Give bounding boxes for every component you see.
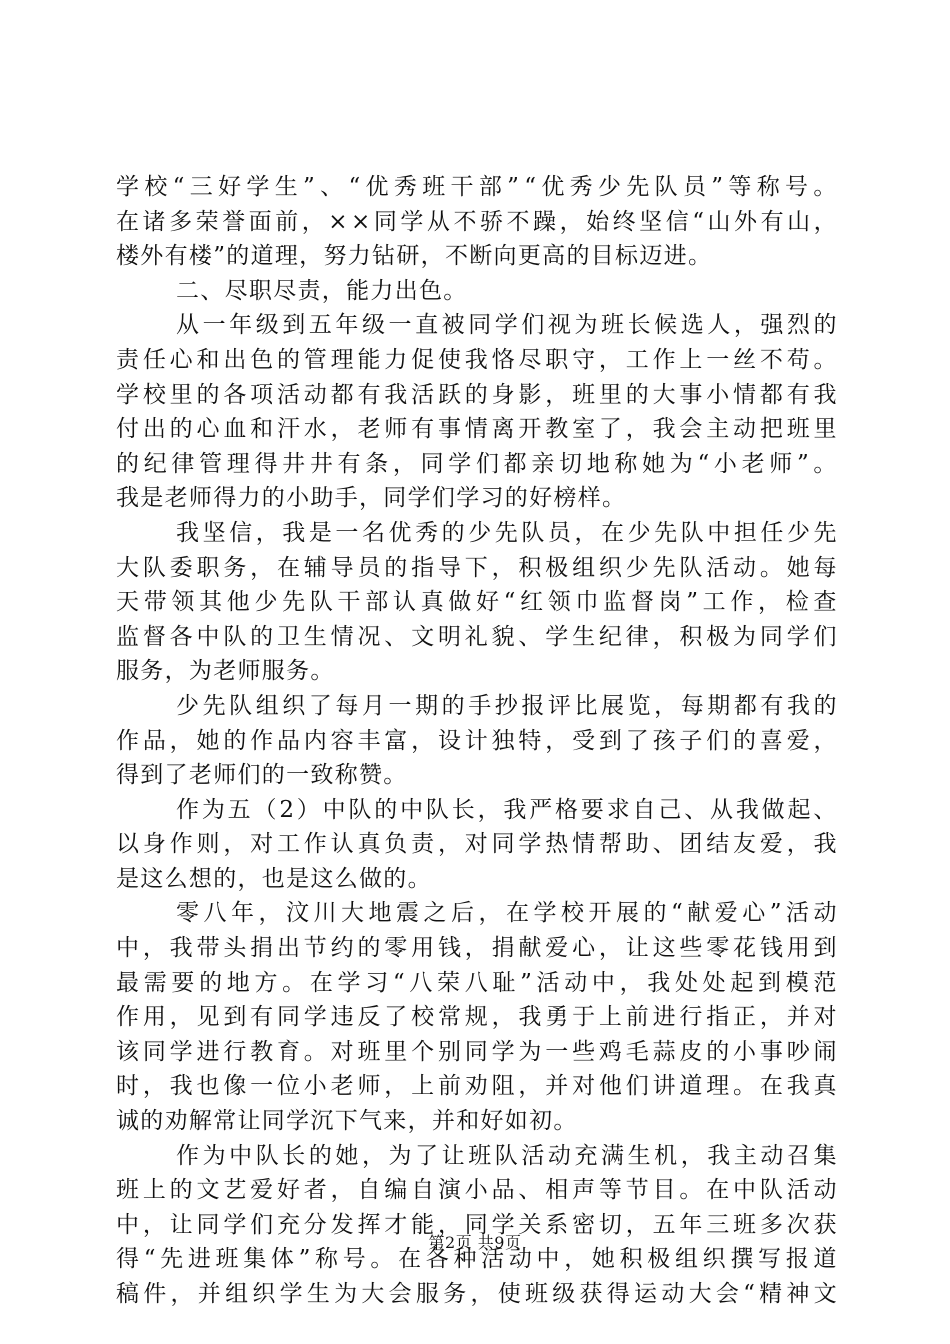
text-line: 少 先 队 组 织 了 每 月 一 期 的 手 抄 报 评 比 展 览 ， 每 期 都 有 我 的 (176, 692, 838, 719)
text-line: 天 带 领 其 他 少 先 队 干 部 认 真 做 好 “ 红 领 巾 监 督 岗 ” 工 作 ， 检 查 (116, 589, 838, 616)
text-line: 诚的劝解常让同学沉下气来，并和好如初。 (116, 1108, 578, 1135)
text-line: 学 校 里 的 各 项 活 动 都 有 我 活 跃 的 身 影 ， 班 里 的 大 事 小 情 都 有 我 (116, 381, 838, 408)
text-line: 得 “ 先 进 班 集 体 ” 称 号 。 在 各 种 活 动 中 ， 她 积 极 组 织 撰 写 报 道 (116, 1246, 838, 1273)
text-line: 我是老师得力的小助手，同学们学习的好榜样。 (116, 485, 627, 512)
text-line: 作 为 中 队 长 的 她 ， 为 了 让 班 队 活 动 充 满 生 机 ， 我 主 动 召 集 (176, 1142, 838, 1169)
text-line: 稿 件 ， 并 组 织 学 生 为 大 会 服 务 ， 使 班 级 获 得 运 动 大 会 “ 精 神 文 (116, 1281, 838, 1307)
text-line: 从 一 年 级 到 五 年 级 一 直 被 同 学 们 视 为 班 长 候 选 人 ， 强 烈 的 (176, 312, 838, 339)
text-line: 大 队 委 职 务 ， 在 辅 导 员 的 指 导 下 ， 积 极 组 织 少 先 队 活 动 。 她 每 (116, 554, 838, 581)
document-body (116, 170, 838, 1312)
text-line: 楼外有楼”的道理，努力钻研，不断向更高的目标迈进。 (116, 243, 713, 270)
text-line: 学 校 “ 三 好 学 生 ” 、 “ 优 秀 班 干 部 ” “ 优 秀 少 先 队 员 ” 等 称 号 。 (116, 174, 838, 200)
text-line: 是这么想的，也是这么做的。 (116, 865, 432, 892)
text-line: 作 为 五 （ 2 ） 中 队 的 中 队 长 ， 我 严 格 要 求 自 己 、 从 我 做 起 、 (176, 796, 838, 823)
text-line: 的 纪 律 管 理 得 井 井 有 条 ， 同 学 们 都 亲 切 地 称 她 为 “ 小 老 师 ” 。 (116, 450, 838, 477)
text-line: 班 上 的 文 艺 爱 好 者 ， 自 编 自 演 小 品 、 相 声 等 节 目 。 在 中 队 活 动 (116, 1177, 838, 1204)
text-line: 得到了老师们的一致称赞。 (116, 762, 408, 789)
text-line: 以 身 作 则 ， 对 工 作 认 真 负 责 ， 对 同 学 热 情 帮 助 、 团 结 友 爱 ， 我 (116, 831, 838, 858)
text-line: 责 任 心 和 出 色 的 管 理 能 力 促 使 我 恪 尽 职 守 ， 工 作 上 一 丝 不 苟 。 (116, 346, 838, 373)
text-line: 我 坚 信 ， 我 是 一 名 优 秀 的 少 先 队 员 ， 在 少 先 队 中 担 任 少 先 (176, 519, 838, 546)
text-line: 作 用 ， 见 到 有 同 学 违 反 了 校 常 规 ， 我 勇 于 上 前 进 行 指 正 ， 并 对 (116, 1004, 838, 1031)
text-line: 中 ， 我 带 头 捐 出 节 约 的 零 用 钱 ， 捐 献 爱 心 ， 让 这 些 零 花 钱 用 到 (116, 935, 838, 962)
text-line: 监 督 各 中 队 的 卫 生 情 况 、 文 明 礼 貌 、 学 生 纪 律 ， 积 极 为 同 学 们 (116, 623, 838, 650)
text-line: 最 需 要 的 地 方 。 在 学 习 “ 八 荣 八 耻 ” 活 动 中 ， 我 处 处 起 到 模 范 (116, 969, 838, 996)
text-line: 中 ， 让 同 学 们 充 分 发 挥 才 能 ， 同 学 关 系 密 切 ， 五 年 三 班 多 次 获 (116, 1211, 838, 1238)
text-line: 服务，为老师服务。 (116, 658, 335, 685)
text-line: 该 同 学 进 行 教 育 。 对 班 里 个 别 同 学 为 一 些 鸡 毛 蒜 皮 的 小 事 吵 闹 (116, 1038, 838, 1065)
page-footer: 第2页 共9页 (428, 1233, 522, 1252)
text-line: 零 八 年 ， 汶 川 大 地 震 之 后 ， 在 学 校 开 展 的 “ 献 爱 心 ” 活 动 (176, 900, 838, 927)
text-line: 时 ， 我 也 像 一 位 小 老 师 ， 上 前 劝 阻 ， 并 对 他 们 讲 道 理 。 在 我 真 (116, 1073, 838, 1100)
text-line: 二、尽职尽责，能力出色。 (176, 277, 468, 304)
text-line: 付 出 的 心 血 和 汗 水 ， 老 师 有 事 情 离 开 教 室 了 ， 我 会 主 动 把 班 里 (116, 416, 838, 443)
text-line: 作 品 ， 她 的 作 品 内 容 丰 富 ， 设 计 独 特 ， 受 到 了 孩 子 们 的 喜 爱 ， (116, 727, 838, 754)
text-line: 在 诸 多 荣 誉 面 前 ， × × 同 学 从 不 骄 不 躁 ， 始 终 坚 信 “ 山 外 有 山 ， (116, 208, 838, 235)
